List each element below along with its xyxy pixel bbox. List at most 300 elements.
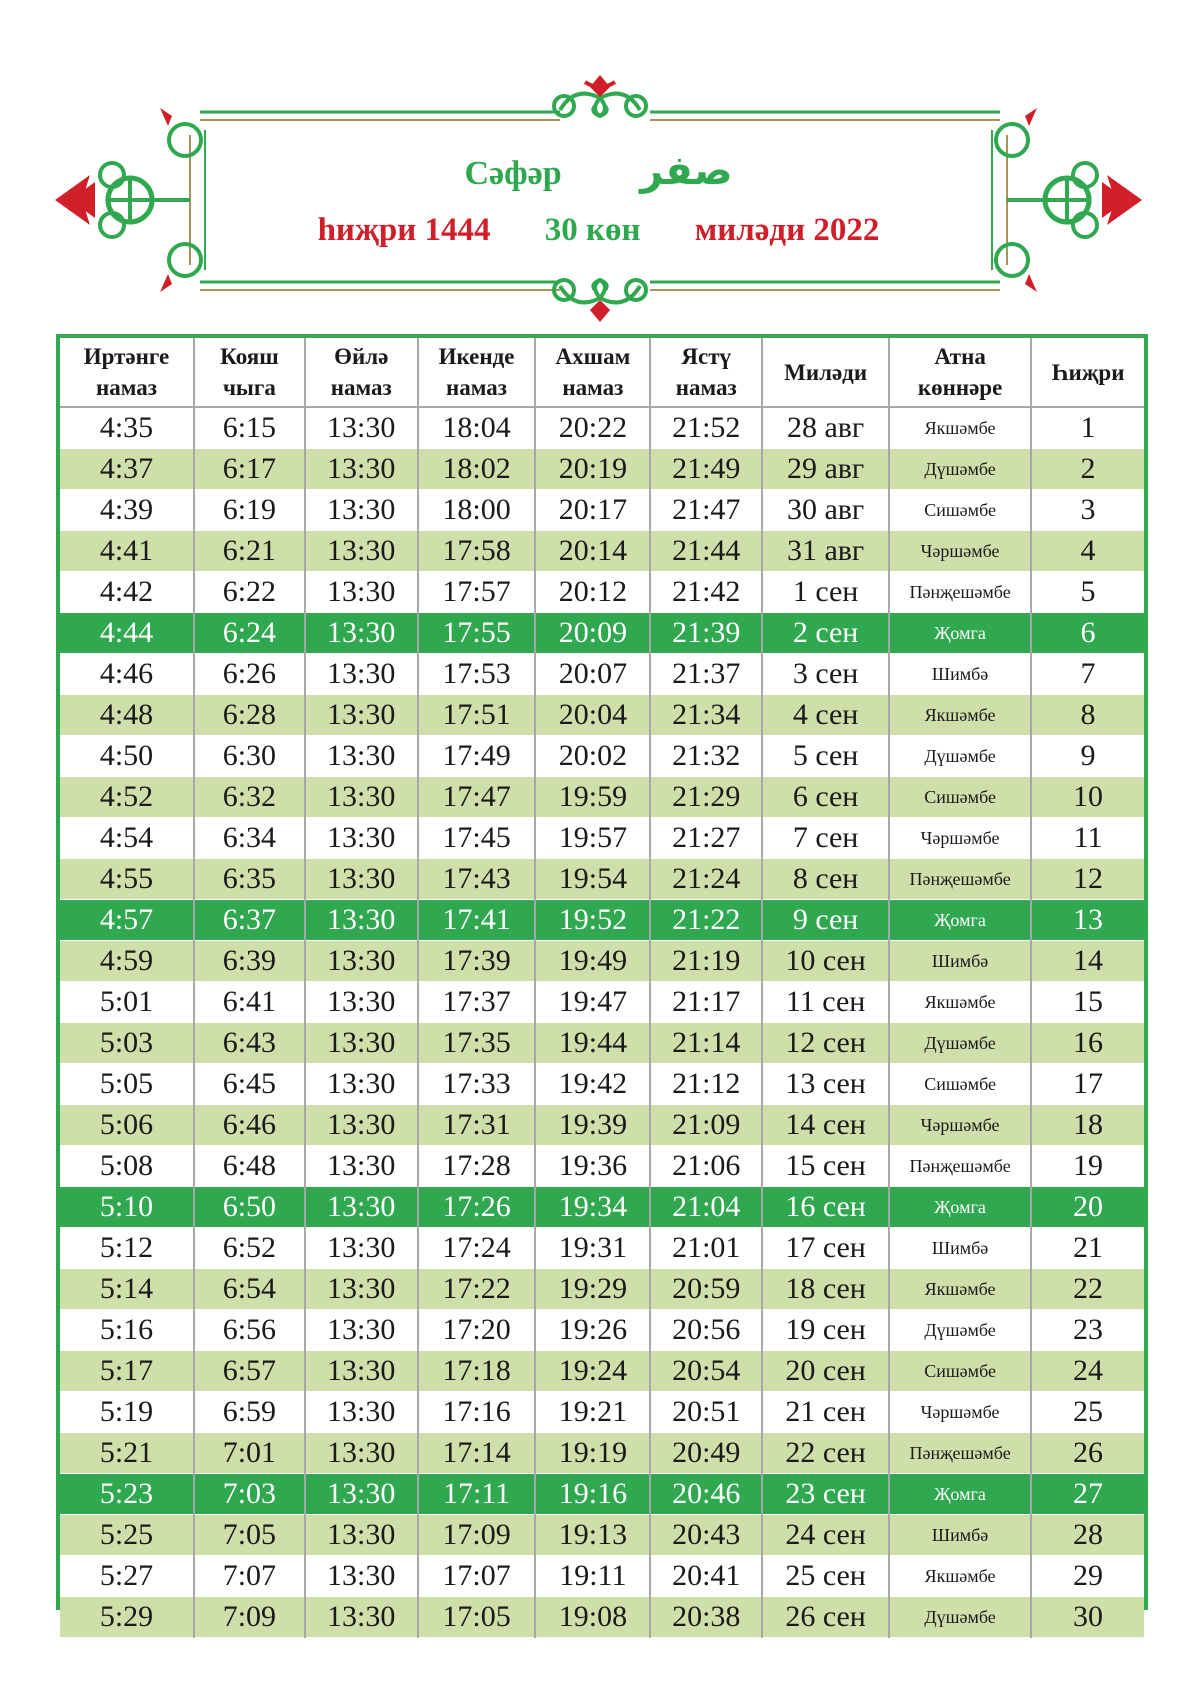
table-row bbox=[60, 1269, 1144, 1310]
cell-gregorian-date: 17 сен bbox=[762, 1228, 889, 1269]
cell-isha: 20:43 bbox=[650, 1515, 762, 1556]
column-header-text: Икенде bbox=[438, 344, 515, 369]
cell-hijri-day: 2 bbox=[1031, 449, 1144, 490]
prayer-times-table bbox=[56, 334, 1148, 1633]
cell-hijri-day: 12 bbox=[1031, 859, 1144, 900]
cell-isha: 21:42 bbox=[650, 572, 762, 613]
cell-maghrib: 20:14 bbox=[535, 531, 650, 572]
cell-maghrib: 20:22 bbox=[535, 407, 650, 449]
column-header-text: Атна bbox=[934, 344, 986, 369]
column-header-text: Миләди bbox=[784, 359, 868, 385]
cell-sunrise: 6:21 bbox=[194, 531, 305, 572]
cell-weekday: Чәршәмбе bbox=[889, 531, 1031, 572]
cell-weekday: Дүшәмбе bbox=[889, 1597, 1031, 1638]
cell-hijri-day: 6 bbox=[1031, 613, 1144, 654]
cell-weekday: Сишәмбе bbox=[889, 1351, 1031, 1392]
cell-sunrise: 6:56 bbox=[194, 1310, 305, 1351]
cell-isha: 21:22 bbox=[650, 900, 762, 941]
table-row bbox=[60, 1392, 1144, 1433]
cell-isha: 21:12 bbox=[650, 1064, 762, 1105]
cell-weekday: Пәнҗешәмбе bbox=[889, 859, 1031, 900]
cell-maghrib: 19:42 bbox=[535, 1064, 650, 1105]
cell-isha: 21:37 bbox=[650, 654, 762, 695]
cell-fajr: 5:03 bbox=[60, 1023, 194, 1064]
cell-sunrise: 6:41 bbox=[194, 982, 305, 1023]
table-row bbox=[60, 1064, 1144, 1105]
table-row bbox=[60, 736, 1144, 777]
cell-hijri-day: 18 bbox=[1031, 1105, 1144, 1146]
column-header-sunrise bbox=[194, 338, 305, 407]
cell-sunrise: 6:28 bbox=[194, 695, 305, 736]
column-header-hijri-day bbox=[1031, 338, 1144, 407]
cell-gregorian-date: 1 сен bbox=[762, 572, 889, 613]
cell-weekday: Якшәмбе bbox=[889, 695, 1031, 736]
cell-sunrise: 7:07 bbox=[194, 1556, 305, 1597]
cell-dhuhr: 13:30 bbox=[305, 531, 418, 572]
cell-gregorian-date: 4 сен bbox=[762, 695, 889, 736]
cell-isha: 21:14 bbox=[650, 1023, 762, 1064]
calendar-header bbox=[0, 0, 1197, 330]
cell-hijri-day: 27 bbox=[1031, 1474, 1144, 1515]
cell-hijri-day: 9 bbox=[1031, 736, 1144, 777]
cell-asr: 17:05 bbox=[418, 1597, 536, 1638]
column-header-text: Иртәнге bbox=[83, 344, 170, 369]
cell-weekday: Сишәмбе bbox=[889, 490, 1031, 531]
table-row bbox=[60, 1228, 1144, 1269]
cell-gregorian-date: 24 сен bbox=[762, 1515, 889, 1556]
month-name-tatar: Сәфәр bbox=[464, 155, 562, 192]
cell-weekday: Шимбә bbox=[889, 654, 1031, 695]
cell-weekday: Җомга bbox=[889, 900, 1031, 941]
cell-maghrib: 19:21 bbox=[535, 1392, 650, 1433]
cell-sunrise: 7:03 bbox=[194, 1474, 305, 1515]
cell-isha: 21:04 bbox=[650, 1187, 762, 1228]
cell-asr: 17:35 bbox=[418, 1023, 536, 1064]
cell-weekday: Җомга bbox=[889, 1187, 1031, 1228]
cell-maghrib: 19:57 bbox=[535, 818, 650, 859]
table-row bbox=[60, 1597, 1144, 1638]
cell-dhuhr: 13:30 bbox=[305, 407, 418, 449]
cell-hijri-day: 4 bbox=[1031, 531, 1144, 572]
cell-dhuhr: 13:30 bbox=[305, 1269, 418, 1310]
cell-sunrise: 6:34 bbox=[194, 818, 305, 859]
cell-asr: 18:04 bbox=[418, 407, 536, 449]
cell-fajr: 4:54 bbox=[60, 818, 194, 859]
cell-sunrise: 6:30 bbox=[194, 736, 305, 777]
cell-maghrib: 20:02 bbox=[535, 736, 650, 777]
cell-dhuhr: 13:30 bbox=[305, 1064, 418, 1105]
cell-asr: 17:45 bbox=[418, 818, 536, 859]
cell-asr: 17:33 bbox=[418, 1064, 536, 1105]
cell-fajr: 5:23 bbox=[60, 1474, 194, 1515]
cell-dhuhr: 13:30 bbox=[305, 1228, 418, 1269]
table-row bbox=[60, 1515, 1144, 1556]
cell-fajr: 4:37 bbox=[60, 449, 194, 490]
cell-sunrise: 6:48 bbox=[194, 1146, 305, 1187]
cell-fajr: 5:14 bbox=[60, 1269, 194, 1310]
table-row bbox=[60, 407, 1144, 449]
cell-sunrise: 6:50 bbox=[194, 1187, 305, 1228]
left-ornament-icon bbox=[55, 108, 201, 292]
cell-weekday: Дүшәмбе bbox=[889, 1023, 1031, 1064]
cell-asr: 17:28 bbox=[418, 1146, 536, 1187]
hijri-year: һиҗри 1444 bbox=[317, 212, 491, 248]
cell-asr: 17:58 bbox=[418, 531, 536, 572]
column-header-fajr bbox=[60, 338, 194, 407]
cell-weekday: Дүшәмбе bbox=[889, 449, 1031, 490]
column-header-text: Өйлә bbox=[334, 344, 389, 369]
cell-sunrise: 6:17 bbox=[194, 449, 305, 490]
cell-maghrib: 19:26 bbox=[535, 1310, 650, 1351]
cell-fajr: 4:41 bbox=[60, 531, 194, 572]
cell-isha: 21:01 bbox=[650, 1228, 762, 1269]
table-row bbox=[60, 613, 1144, 654]
cell-dhuhr: 13:30 bbox=[305, 1433, 418, 1474]
cell-hijri-day: 24 bbox=[1031, 1351, 1144, 1392]
column-header-text: Һиҗри bbox=[1051, 359, 1125, 385]
cell-weekday: Якшәмбе bbox=[889, 982, 1031, 1023]
cell-isha: 21:34 bbox=[650, 695, 762, 736]
cell-sunrise: 6:35 bbox=[194, 859, 305, 900]
month-name-arabic: صفر bbox=[640, 148, 733, 194]
cell-asr: 17:26 bbox=[418, 1187, 536, 1228]
cell-weekday: Чәршәмбе bbox=[889, 1105, 1031, 1146]
cell-asr: 17:22 bbox=[418, 1269, 536, 1310]
cell-maghrib: 19:08 bbox=[535, 1597, 650, 1638]
cell-hijri-day: 14 bbox=[1031, 941, 1144, 982]
cell-asr: 17:43 bbox=[418, 859, 536, 900]
cell-fajr: 5:08 bbox=[60, 1146, 194, 1187]
table-row bbox=[60, 1023, 1144, 1064]
cell-hijri-day: 8 bbox=[1031, 695, 1144, 736]
table-row bbox=[60, 531, 1144, 572]
column-header-text: намаз bbox=[95, 375, 157, 400]
cell-maghrib: 19:36 bbox=[535, 1146, 650, 1187]
cell-sunrise: 7:01 bbox=[194, 1433, 305, 1474]
cell-dhuhr: 13:30 bbox=[305, 449, 418, 490]
cell-isha: 21:32 bbox=[650, 736, 762, 777]
cell-maghrib: 20:07 bbox=[535, 654, 650, 695]
cell-maghrib: 19:19 bbox=[535, 1433, 650, 1474]
cell-asr: 17:49 bbox=[418, 736, 536, 777]
cell-gregorian-date: 6 сен bbox=[762, 777, 889, 818]
cell-asr: 18:02 bbox=[418, 449, 536, 490]
cell-gregorian-date: 12 сен bbox=[762, 1023, 889, 1064]
cell-weekday: Шимбә bbox=[889, 941, 1031, 982]
cell-gregorian-date: 23 сен bbox=[762, 1474, 889, 1515]
table-row bbox=[60, 490, 1144, 531]
cell-fajr: 4:42 bbox=[60, 572, 194, 613]
cell-hijri-day: 26 bbox=[1031, 1433, 1144, 1474]
cell-sunrise: 7:09 bbox=[194, 1597, 305, 1638]
cell-gregorian-date: 29 авг bbox=[762, 449, 889, 490]
cell-fajr: 5:29 bbox=[60, 1597, 194, 1638]
cell-sunrise: 6:26 bbox=[194, 654, 305, 695]
column-header-isha bbox=[650, 338, 762, 407]
cell-fajr: 4:50 bbox=[60, 736, 194, 777]
cell-sunrise: 6:43 bbox=[194, 1023, 305, 1064]
table-row bbox=[60, 1105, 1144, 1146]
table-row bbox=[60, 1146, 1144, 1187]
cell-isha: 21:09 bbox=[650, 1105, 762, 1146]
cell-maghrib: 19:49 bbox=[535, 941, 650, 982]
cell-fajr: 4:46 bbox=[60, 654, 194, 695]
cell-isha: 21:06 bbox=[650, 1146, 762, 1187]
cell-dhuhr: 13:30 bbox=[305, 1310, 418, 1351]
table-row bbox=[60, 572, 1144, 613]
cell-weekday: Пәнҗешәмбе bbox=[889, 1146, 1031, 1187]
cell-hijri-day: 21 bbox=[1031, 1228, 1144, 1269]
cell-dhuhr: 13:30 bbox=[305, 1474, 418, 1515]
table-row bbox=[60, 1351, 1144, 1392]
cell-isha: 21:52 bbox=[650, 407, 762, 449]
cell-gregorian-date: 22 сен bbox=[762, 1433, 889, 1474]
cell-maghrib: 20:04 bbox=[535, 695, 650, 736]
cell-sunrise: 6:15 bbox=[194, 407, 305, 449]
cell-hijri-day: 22 bbox=[1031, 1269, 1144, 1310]
cell-hijri-day: 13 bbox=[1031, 900, 1144, 941]
cell-maghrib: 19:44 bbox=[535, 1023, 650, 1064]
column-header-text: намаз bbox=[330, 375, 392, 400]
column-header-weekday bbox=[889, 338, 1031, 407]
cell-isha: 21:19 bbox=[650, 941, 762, 982]
cell-hijri-day: 20 bbox=[1031, 1187, 1144, 1228]
table-row bbox=[60, 449, 1144, 490]
cell-dhuhr: 13:30 bbox=[305, 695, 418, 736]
cell-weekday: Җомга bbox=[889, 613, 1031, 654]
cell-dhuhr: 13:30 bbox=[305, 1105, 418, 1146]
cell-fajr: 5:19 bbox=[60, 1392, 194, 1433]
cell-maghrib: 19:54 bbox=[535, 859, 650, 900]
table-row bbox=[60, 1187, 1144, 1228]
table-row bbox=[60, 777, 1144, 818]
cell-maghrib: 19:11 bbox=[535, 1556, 650, 1597]
cell-fajr: 5:21 bbox=[60, 1433, 194, 1474]
cell-sunrise: 6:46 bbox=[194, 1105, 305, 1146]
cell-asr: 17:11 bbox=[418, 1474, 536, 1515]
cell-isha: 20:41 bbox=[650, 1556, 762, 1597]
cell-fajr: 4:39 bbox=[60, 490, 194, 531]
cell-maghrib: 19:24 bbox=[535, 1351, 650, 1392]
cell-isha: 20:54 bbox=[650, 1351, 762, 1392]
cell-fajr: 5:10 bbox=[60, 1187, 194, 1228]
table-row bbox=[60, 941, 1144, 982]
cell-gregorian-date: 15 сен bbox=[762, 1146, 889, 1187]
cell-gregorian-date: 10 сен bbox=[762, 941, 889, 982]
table-row bbox=[60, 1433, 1144, 1474]
column-header-maghrib bbox=[535, 338, 650, 407]
cell-sunrise: 6:57 bbox=[194, 1351, 305, 1392]
column-header-text: намаз bbox=[675, 375, 737, 400]
cell-gregorian-date: 25 сен bbox=[762, 1556, 889, 1597]
column-header-text: Ахшам bbox=[555, 344, 631, 369]
cell-isha: 21:47 bbox=[650, 490, 762, 531]
gregorian-year: миләди 2022 bbox=[694, 212, 880, 248]
cell-maghrib: 20:09 bbox=[535, 613, 650, 654]
cell-gregorian-date: 3 сен bbox=[762, 654, 889, 695]
cell-weekday: Шимбә bbox=[889, 1228, 1031, 1269]
table-row bbox=[60, 1310, 1144, 1351]
cell-gregorian-date: 21 сен bbox=[762, 1392, 889, 1433]
table-row bbox=[60, 1556, 1144, 1597]
cell-gregorian-date: 16 сен bbox=[762, 1187, 889, 1228]
cell-dhuhr: 13:30 bbox=[305, 1392, 418, 1433]
days-count: 30 көн bbox=[544, 212, 641, 248]
cell-hijri-day: 5 bbox=[1031, 572, 1144, 613]
cell-asr: 17:51 bbox=[418, 695, 536, 736]
cell-sunrise: 6:45 bbox=[194, 1064, 305, 1105]
cell-maghrib: 20:17 bbox=[535, 490, 650, 531]
cell-dhuhr: 13:30 bbox=[305, 572, 418, 613]
cell-sunrise: 6:59 bbox=[194, 1392, 305, 1433]
cell-hijri-day: 25 bbox=[1031, 1392, 1144, 1433]
cell-gregorian-date: 28 авг bbox=[762, 407, 889, 449]
table-row bbox=[60, 859, 1144, 900]
cell-asr: 17:57 bbox=[418, 572, 536, 613]
cell-dhuhr: 13:30 bbox=[305, 1515, 418, 1556]
cell-isha: 21:39 bbox=[650, 613, 762, 654]
column-header-text: Ястү bbox=[681, 344, 732, 369]
cell-asr: 17:47 bbox=[418, 777, 536, 818]
cell-fajr: 4:35 bbox=[60, 407, 194, 449]
cell-weekday: Җомга bbox=[889, 1474, 1031, 1515]
cell-fajr: 5:01 bbox=[60, 982, 194, 1023]
cell-sunrise: 6:22 bbox=[194, 572, 305, 613]
table-row bbox=[60, 1474, 1144, 1515]
cell-hijri-day: 17 bbox=[1031, 1064, 1144, 1105]
cell-gregorian-date: 11 сен bbox=[762, 982, 889, 1023]
cell-maghrib: 19:39 bbox=[535, 1105, 650, 1146]
cell-dhuhr: 13:30 bbox=[305, 1597, 418, 1638]
column-header-gregorian-date bbox=[762, 338, 889, 407]
cell-isha: 20:49 bbox=[650, 1433, 762, 1474]
cell-gregorian-date: 18 сен bbox=[762, 1269, 889, 1310]
cell-maghrib: 19:59 bbox=[535, 777, 650, 818]
cell-hijri-day: 29 bbox=[1031, 1556, 1144, 1597]
cell-weekday: Якшәмбе bbox=[889, 1269, 1031, 1310]
bottom-ornament-icon bbox=[554, 280, 646, 322]
top-ornament-icon bbox=[554, 75, 646, 116]
cell-asr: 17:07 bbox=[418, 1556, 536, 1597]
cell-asr: 17:39 bbox=[418, 941, 536, 982]
cell-dhuhr: 13:30 bbox=[305, 613, 418, 654]
cell-weekday: Якшәмбе bbox=[889, 1556, 1031, 1597]
cell-dhuhr: 13:30 bbox=[305, 1187, 418, 1228]
cell-sunrise: 6:39 bbox=[194, 941, 305, 982]
cell-maghrib: 19:16 bbox=[535, 1474, 650, 1515]
cell-maghrib: 19:31 bbox=[535, 1228, 650, 1269]
cell-sunrise: 6:54 bbox=[194, 1269, 305, 1310]
cell-gregorian-date: 31 авг bbox=[762, 531, 889, 572]
cell-isha: 20:56 bbox=[650, 1310, 762, 1351]
cell-sunrise: 6:19 bbox=[194, 490, 305, 531]
cell-isha: 21:24 bbox=[650, 859, 762, 900]
cell-isha: 20:38 bbox=[650, 1597, 762, 1638]
cell-hijri-day: 23 bbox=[1031, 1310, 1144, 1351]
cell-asr: 17:20 bbox=[418, 1310, 536, 1351]
cell-asr: 17:55 bbox=[418, 613, 536, 654]
cell-hijri-day: 28 bbox=[1031, 1515, 1144, 1556]
table-row bbox=[60, 654, 1144, 695]
column-header-text: намаз bbox=[562, 375, 624, 400]
table-row bbox=[60, 982, 1144, 1023]
cell-dhuhr: 13:30 bbox=[305, 1146, 418, 1187]
cell-sunrise: 6:37 bbox=[194, 900, 305, 941]
cell-hijri-day: 19 bbox=[1031, 1146, 1144, 1187]
cell-gregorian-date: 5 сен bbox=[762, 736, 889, 777]
cell-maghrib: 19:47 bbox=[535, 982, 650, 1023]
cell-fajr: 4:59 bbox=[60, 941, 194, 982]
cell-dhuhr: 13:30 bbox=[305, 941, 418, 982]
cell-fajr: 5:17 bbox=[60, 1351, 194, 1392]
cell-asr: 17:16 bbox=[418, 1392, 536, 1433]
cell-isha: 21:44 bbox=[650, 531, 762, 572]
cell-dhuhr: 13:30 bbox=[305, 736, 418, 777]
cell-asr: 17:31 bbox=[418, 1105, 536, 1146]
cell-sunrise: 6:52 bbox=[194, 1228, 305, 1269]
cell-maghrib: 19:52 bbox=[535, 900, 650, 941]
cell-fajr: 4:52 bbox=[60, 777, 194, 818]
cell-maghrib: 19:13 bbox=[535, 1515, 650, 1556]
cell-weekday: Чәршәмбе bbox=[889, 818, 1031, 859]
cell-maghrib: 19:29 bbox=[535, 1269, 650, 1310]
cell-fajr: 5:05 bbox=[60, 1064, 194, 1105]
cell-weekday: Сишәмбе bbox=[889, 1064, 1031, 1105]
cell-gregorian-date: 9 сен bbox=[762, 900, 889, 941]
cell-fajr: 5:16 bbox=[60, 1310, 194, 1351]
cell-fajr: 4:55 bbox=[60, 859, 194, 900]
cell-hijri-day: 3 bbox=[1031, 490, 1144, 531]
table-body bbox=[60, 407, 1144, 1638]
cell-sunrise: 6:32 bbox=[194, 777, 305, 818]
cell-isha: 21:29 bbox=[650, 777, 762, 818]
cell-fajr: 5:25 bbox=[60, 1515, 194, 1556]
cell-gregorian-date: 8 сен bbox=[762, 859, 889, 900]
cell-hijri-day: 11 bbox=[1031, 818, 1144, 859]
cell-dhuhr: 13:30 bbox=[305, 982, 418, 1023]
cell-asr: 17:41 bbox=[418, 900, 536, 941]
cell-sunrise: 6:24 bbox=[194, 613, 305, 654]
cell-hijri-day: 10 bbox=[1031, 777, 1144, 818]
cell-fajr: 4:48 bbox=[60, 695, 194, 736]
cell-asr: 17:18 bbox=[418, 1351, 536, 1392]
cell-fajr: 4:44 bbox=[60, 613, 194, 654]
year-info bbox=[0, 212, 1197, 249]
table-row bbox=[60, 695, 1144, 736]
cell-dhuhr: 13:30 bbox=[305, 1556, 418, 1597]
cell-dhuhr: 13:30 bbox=[305, 1351, 418, 1392]
cell-weekday: Дүшәмбе bbox=[889, 1310, 1031, 1351]
cell-asr: 17:14 bbox=[418, 1433, 536, 1474]
cell-maghrib: 19:34 bbox=[535, 1187, 650, 1228]
cell-isha: 20:51 bbox=[650, 1392, 762, 1433]
cell-weekday: Шимбә bbox=[889, 1515, 1031, 1556]
cell-asr: 17:37 bbox=[418, 982, 536, 1023]
cell-fajr: 5:27 bbox=[60, 1556, 194, 1597]
table-header-row bbox=[60, 338, 1144, 407]
cell-hijri-day: 30 bbox=[1031, 1597, 1144, 1638]
cell-gregorian-date: 13 сен bbox=[762, 1064, 889, 1105]
cell-weekday: Якшәмбе bbox=[889, 407, 1031, 449]
cell-isha: 21:27 bbox=[650, 818, 762, 859]
cell-gregorian-date: 30 авг bbox=[762, 490, 889, 531]
column-header-asr bbox=[418, 338, 536, 407]
cell-fajr: 5:12 bbox=[60, 1228, 194, 1269]
cell-dhuhr: 13:30 bbox=[305, 777, 418, 818]
cell-dhuhr: 13:30 bbox=[305, 818, 418, 859]
table-row bbox=[60, 818, 1144, 859]
cell-dhuhr: 13:30 bbox=[305, 1023, 418, 1064]
